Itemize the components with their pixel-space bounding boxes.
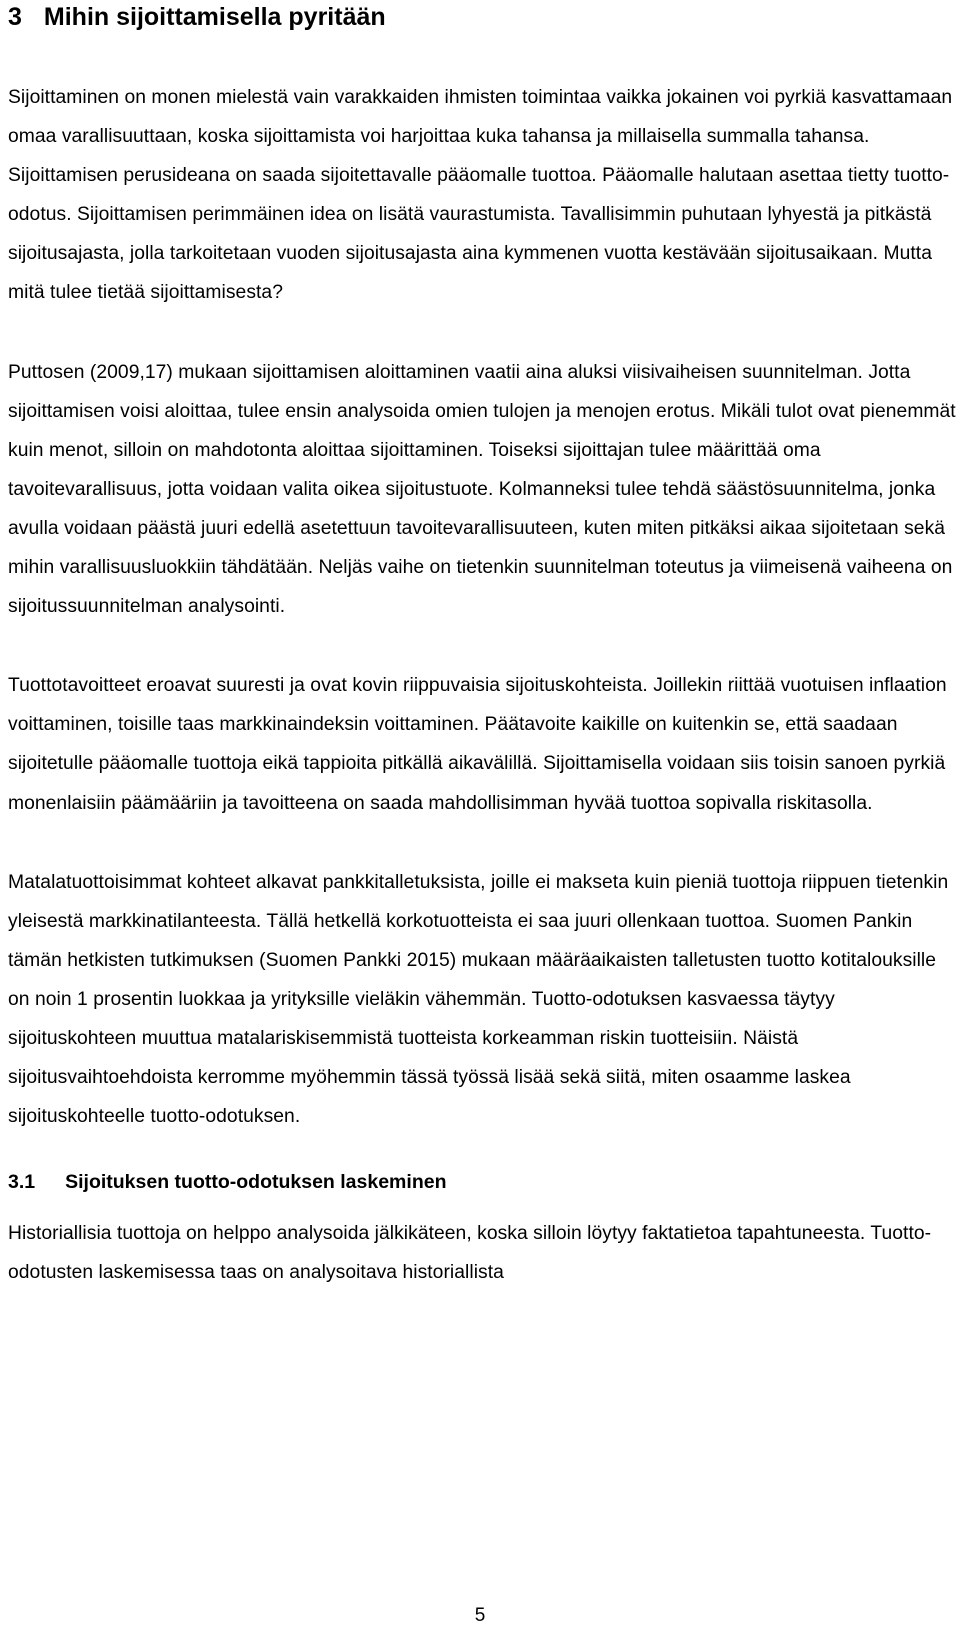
- subsection-heading: [8, 1168, 958, 1196]
- section-heading: [8, 0, 958, 34]
- paragraph-3: Tuottotavoitteet eroavat suuresti ja ovat kovin riippuvaisia sijoituskohteista. Joillekin riittää vuotuisen inflaation voittaminen, toisille taas markkinaindeksin voittaminen. Päätavoite kaikille on kuitenkin se, että saadaan sijoitetulle pääomalle tuottoja eikä tappioita pitkällä aikavälillä. Sijoittamisella voidaan siis toisin sanoen pyrkiä monenlaisiin päämääriin ja tavoitteena on saada mahdollisimman hyvää tuottoa sopivalla riskitasolla.: [8, 675, 947, 814]
- paragraph-5: Historiallisia tuottoja on helppo analysoida jälkikäteen, koska silloin löytyy faktatietoa tapahtuneesta. Tuotto-odotusten laskemisessa taas on analysoitava historiallista: [8, 1223, 932, 1284]
- page-number: 5: [474, 1605, 486, 1626]
- paragraph-1: Sijoittaminen on monen mielestä vain varakkaiden ihmisten toimintaa vaikka jokainen voi pyrkiä kasvattamaan omaa varallisuuttaan, koska sijoittamista voi harjoittaa kuka tahansa ja millaisella summalla tahansa. Sijoittamisen perusideana on saada sijoitettavalle pääomalle tuottoa. Pääomalle halutaan asettaa tietty tuotto-odotus. Sijoittamisen perimmäinen idea on lisätä vaurastumista. Tavallisimmin puhutaan lyhyestä ja pitkästä sijoitusajasta, jolla tarkoitetaan vuoden sijoitusajasta aina kymmenen vuotta kestävään sijoitusaikaan. Mutta mitä tulee tietää sijoittamisesta?: [8, 87, 953, 304]
- section-number: 3: [8, 3, 22, 31]
- paragraph-2: Puttosen (2009,17) mukaan sijoittamisen aloittaminen vaatii aina aluksi viisivaiheisen suunnitelman. Jotta sijoittamisen voisi aloittaa, tulee ensin analysoida omien tulojen ja menojen erotus. Mikäli tulot ovat pienemmät kuin menot, silloin on mahdotonta aloittaa sijoittaminen. Toiseksi sijoittajan tulee määrittää oma tavoitevarallisuus, jotta voidaan valita oikea sijoitustuote. Kolmanneksi tulee tehdä säästösuunnitelma, jonka avulla voidaan päästä juuri edellä asetettuun tavoitevarallisuuteen, kuten miten pitkäksi aikaa sijoitetaan sekä mihin varallisuusluokkiin tähdätään. Neljäs vaihe on tietenkin suunnitelman toteutus ja viimeisenä vaiheena on sijoitussuunnitelman analysointi.: [8, 361, 956, 618]
- paragraph-4: Matalatuottoisimmat kohteet alkavat pankkitalletuksista, joille ei makseta kuin pieniä tuottoja riippuen tietenkin yleisestä markkinatilanteesta. Tällä hetkellä korkotuotteista ei saa juuri ollenkaan tuottoa. Suomen Pankin tämän hetkisten tutkimuksen (Suomen Pankki 2015) mukaan määräaikaisten talletusten tuotto kotitalouksille on noin 1 prosentin luokkaa ja yrityksille vieläkin vähemmän. Tuotto-odotuksen kasvaessa täytyy sijoituskohteen muuttua matalariskisemmistä tuotteista korkeamman riskin tuotteisiin. Näistä sijoitusvaihtoehdoista kerromme myöhemmin tässä työssä lisää sekä siitä, miten osaamme laskea sijoituskohteelle tuotto-odotuksen.: [8, 871, 949, 1128]
- subsection-title: Sijoituksen tuotto-odotuksen laskeminen: [65, 1171, 447, 1194]
- section-title: Mihin sijoittamisella pyritään: [43, 3, 386, 31]
- subsection-number: 3.1: [8, 1171, 36, 1194]
- document-page: [8, 0, 958, 1292]
